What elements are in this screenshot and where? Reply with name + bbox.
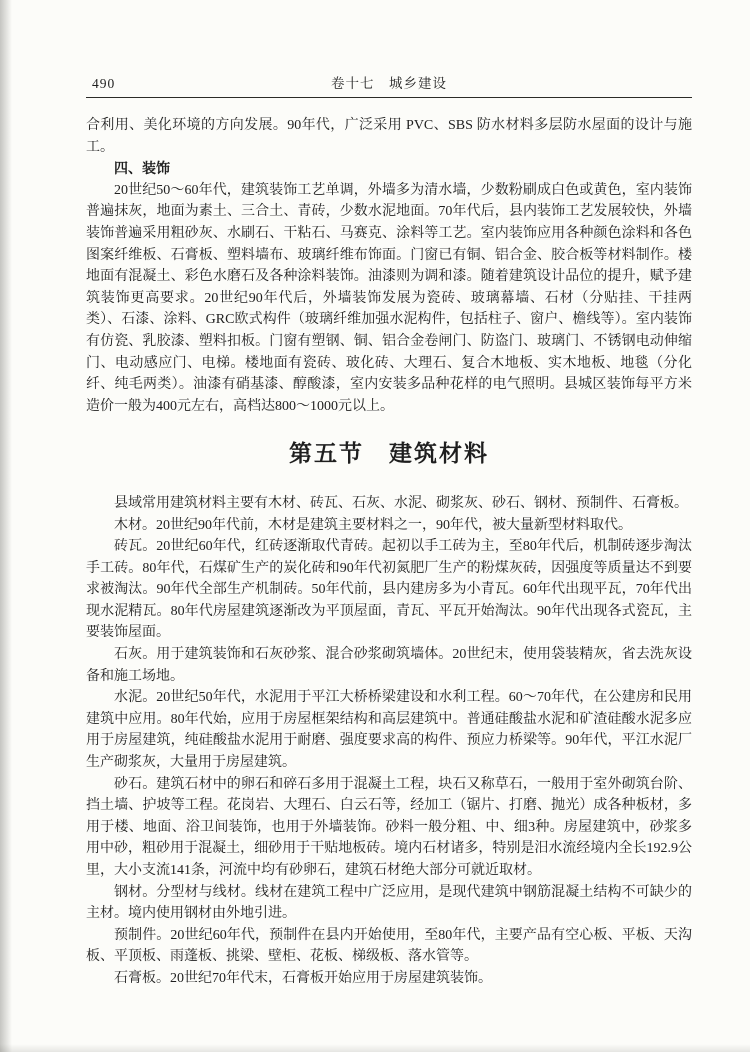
paragraph-sand-stone: 砂石。建筑石材中的卵石和碎石多用于混凝土工程，块石又称草石，一般用于室外砌筑台阶、挡土墙、护坡等工程。花岗岩、大理石、白云石等，经加工（锯片、打磨、抛光）成各种板材，多用于楼、地面、浴卫间装饰，也用于外墙装饰。砂料一般分粗、中、细3种。房屋建筑中，砂浆多用中砂，粗砂用于混凝土，细砂用于干贴地板砖。境内石材诸多，特别是汨水流经境内全长192.9公里，大小支流141条，河流中均有砂卵石，建筑石材绝大部分可就近取材。 bbox=[86, 776, 692, 878]
section-title: 第五节 建筑材料 bbox=[289, 440, 489, 467]
scan-edge-bottom bbox=[0, 1044, 750, 1052]
paragraph-cement: 水泥。20世纪50年代，水泥用于平江大桥桥梁建设和水利工程。60～70年代，在公建房和民用建筑中应用。80年代始，应用于房屋框架结构和高层建筑中。普通硅酸盐水泥和矿渣硅酸水泥多应用于房屋建筑，纯硅酸盐水泥用于耐磨、强度要求高的构件、预应力桥梁等。90年代，平江水泥厂生产砌浆灰，大量用于房屋建筑。 bbox=[86, 690, 692, 771]
page-number: 490 bbox=[92, 76, 116, 91]
page-body bbox=[86, 115, 692, 990]
subsection-heading-decoration: 四、装饰 bbox=[114, 160, 170, 177]
paragraph-steel: 钢材。分型材与线材。线材在建筑工程中广泛应用，是现代建筑中钢筋混凝土结构不可缺少的主材。境内使用钢材由外地引进。 bbox=[86, 884, 692, 922]
header-rule bbox=[86, 97, 692, 98]
scan-edge-left bbox=[0, 0, 12, 1052]
paragraph-materials-overview: 县域常用建筑材料主要有木材、砖瓦、石灰、水泥、砌浆灰、砂石、钢材、预制件、石膏板。 bbox=[114, 495, 688, 511]
paragraph-brick-tile: 砖瓦。20世纪60年代，红砖逐渐取代青砖。起初以手工砖为主，至80年代后，机制砖逐步淘汰手工砖。80年代，石煤矿生产的炭化砖和90年代初氮肥厂生产的粉煤灰砖，因强度等质量达不到要求被淘汰。90年代全部生产机制砖。50年代前，县内建房多为小青瓦。60年代出现平瓦，70年代出现水泥精瓦。80年代房屋建筑逐渐改为平顶屋面，青瓦、平瓦开始淘汰。90年代出现各式瓷瓦，主要装饰屋面。 bbox=[86, 539, 692, 641]
paragraph-timber: 木材。20世纪90年代前，木材是建筑主要材料之一，90年代，被大量新型材料取代。 bbox=[114, 517, 632, 533]
paragraph-prefab: 预制件。20世纪60年代，预制件在县内开始使用，至80年代，主要产品有空心板、平板、天沟板、平顶板、雨蓬板、挑梁、壁柜、花板、梯级板、落水管等。 bbox=[86, 927, 692, 965]
paragraph-lime: 石灰。用于建筑装饰和石灰砂浆、混合砂浆砌筑墙体。20世纪末，使用袋装精灰，省去洗灰设备和施工场地。 bbox=[86, 647, 692, 684]
page-header bbox=[86, 74, 692, 93]
paragraph-decoration-body: 20世纪50～60年代，建筑装饰工艺单调，外墙多为清水墙，少数粉刷成白色或黄色，室内装饰普遍抹灰，地面为素土、三合土、青砖，少数水泥地面。70年代后，县内装饰工艺发展较快，外墙装饰普遍采用粗砂灰、水刷石、干粘石、马赛克、涂料等工艺。室内装饰应用各种颜色涂料和各色图案纤维板、石膏板、塑料墙布、玻璃纤维布饰面。门窗已有铜、铝合金、胶合板等材料制作。楼地面有混凝土、彩色水磨石及各种涂料装饰。油漆则为调和漆。随着建筑设计品位的提升，赋予建筑装饰更高要求。20世纪90年代后，外墙装饰发展为瓷砖、玻璃幕墙、石材（分贴挂、干挂两类）、石漆、涂料、GRC欧式构件（玻璃纤维加强水泥构件，包括柱子、窗户、檐线等）。室内装饰有仿瓷、乳胶漆、塑料扣板。门窗有塑钢、铜、铝合金卷闸门、防盗门、玻璃门、不锈钢电动伸缩门、电动感应门、电梯。楼地面有瓷砖、玻化砖、大理石、复合木地板、实木地板、地毯（分化纤、纯毛两类）。油漆有硝基漆、醇酸漆，室内安装多品种花样的电气照明。县城区装饰每平方米造价一般为400元左右，高档达800～1000元以上。 bbox=[86, 182, 692, 414]
paragraph-continuation: 合利用、美化环境的方向发展。90年代，广泛采用 PVC、SBS 防水材料多层防水屋面的设计与施工。 bbox=[86, 118, 692, 155]
paragraph-gypsum-board: 石膏板。20世纪70年代末，石膏板开始应用于房屋建筑装饰。 bbox=[114, 970, 492, 986]
running-title: 卷十七 城乡建设 bbox=[331, 76, 447, 91]
